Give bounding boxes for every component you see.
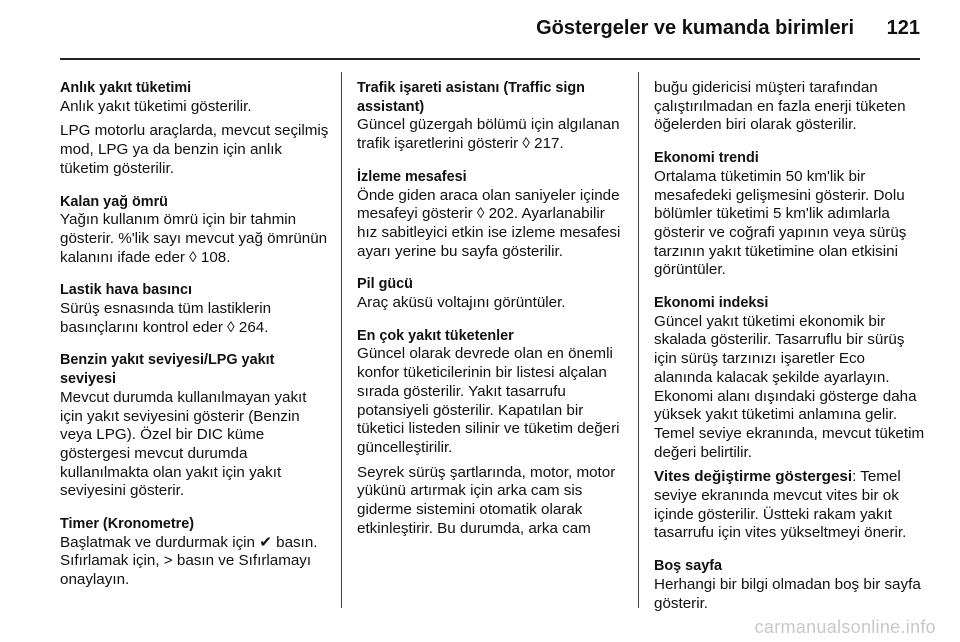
section-heading: Boş sayfa (654, 558, 722, 575)
section-timer (60, 515, 330, 590)
section-instant-fuel (60, 79, 330, 179)
paragraph: Güncel güzergah bölümü için algılanan trafik işaretlerini gösterir ◊ 217. (357, 116, 620, 153)
paragraph: Güncel olarak devrede olan en önemli konfor tüketicilerinin bir listesi alçalan sırada gösterilir. Yakıt tasarrufu potansiyeli gösterilir. Kapatılan bir tüketici listeden silinir ve tüketim değeri güncelleştirilir. (357, 345, 620, 456)
section-heading: Kalan yağ ömrü (60, 193, 168, 210)
section-heading: İzleme mesafesi (357, 168, 467, 185)
inline-text: : Temel seviye ekranında mevcut vites bir ok içinde gösterilir. Üstteki rakam yakıt tasarrufu için vites yükseltmeyi önerir. (654, 468, 907, 542)
inline-bold-term: Vites değiştirme göstergesi (654, 468, 853, 486)
section-heading: Timer (Kronometre) (60, 516, 195, 533)
paragraph: Önde giden araca olan saniyeler içinde mesafeyi gösterir ◊ 202. Ayarlanabilir hız sabitleyici etkin ise izleme mesafesi ayarı yerine bu sayfa gösterilir. (357, 186, 621, 260)
column-3 (654, 79, 926, 627)
paragraph: Güncel yakıt tüketimi ekonomik bir skalada gösterilir. Tasarruflu bir sürüş için sürüş tarzınızı işaretler Eco alanında kalacak şekilde ayarlayın. Ekonomi alanı dışındaki gösterge daha yüksek yakıt tüketimi anlamına gelir. Temel seviye ekranında, mevcut tüketim değeri belirtilir. (654, 312, 925, 461)
page-number: 121 (886, 17, 920, 39)
column-divider-1 (341, 72, 342, 608)
section-continued (654, 79, 926, 135)
section-heading: Benzin yakıt seviyesi/LPG yakıt seviyesi (60, 352, 275, 388)
watermark: carmanualsonline.info (754, 617, 936, 637)
paragraph: Mevcut durumda kullanılmayan yakıt için yakıt seviyesini gösterir (Benzin veya LPG). Özel bir DIC küme göstergesi mevcut durumda kullanılmakta olan yakıt için yakıt seviyesini gösterir. (60, 388, 307, 500)
section-heading: En çok yakıt tüketenler (357, 327, 514, 344)
paragraph: Sürüş esnasında tüm lastiklerin basınçlarını kontrol eder ◊ 264. (60, 300, 272, 336)
section-battery (357, 275, 629, 312)
section-heading: Trafik işareti asistanı (Traffic sign assistant) (357, 80, 585, 115)
section-fuel-level (60, 351, 330, 501)
paragraph: Başlatmak ve durdurmak için ✔ basın. Sıfırlamak için, > basın ve Sıfırlamayı onaylayın. (60, 533, 318, 589)
section-top-consumers (357, 327, 629, 539)
header-divider (60, 58, 920, 60)
section-heading: Ekonomi trendi (654, 150, 759, 167)
paragraph (654, 468, 926, 543)
page-title: Göstergeler ve kumanda birimleri (536, 17, 854, 39)
column-divider-2 (638, 72, 639, 608)
paragraph: Seyrek sürüş şartlarında, motor, motor yükünü artırmak için arka cam sis giderme sistemini otomatik olarak etkinleştirir. Bu durumda, arka cam (357, 463, 616, 537)
page-header (60, 0, 920, 60)
section-oil-life (60, 193, 330, 268)
paragraph: LPG motorlu araçlarda, mevcut seçilmiş mod, LPG ya da benzin için anlık tüketim gösterilir. (60, 122, 329, 177)
section-traffic-sign (357, 79, 629, 154)
column-2 (357, 79, 629, 552)
section-heading: Ekonomi indeksi (654, 295, 769, 312)
section-blank-page (654, 557, 926, 613)
paragraph: Ortalama tüketimin 50 km'lik bir mesafedeki gelişmesini gösterir. Dolu bölümler tüketimi 5 km'lik adımlarla gösterir ve coğrafi yapının veya sürüş tarzının yakıt tüketimine olan etkisini görüntüler. (654, 167, 907, 279)
column-1 (60, 79, 330, 604)
section-heading: Anlık yakıt tüketimi (60, 80, 192, 96)
paragraph: Araç aküsü voltajını görüntüler. (357, 294, 566, 312)
section-follow-distance (357, 168, 629, 262)
section-eco-trend (654, 149, 926, 280)
paragraph: Herhangi bir bilgi olmadan boş bir sayfa gösterir. (654, 575, 921, 612)
section-heading: Pil gücü (357, 276, 413, 293)
section-eco-index (654, 294, 926, 543)
paragraph: Yağın kullanım ömrü için bir tahmin gösterir. %'lik sayı mevcut yağ ömrünün kalanını ifade eder ◊ 108. (60, 211, 328, 266)
section-tire-pressure (60, 281, 330, 337)
section-heading: Lastik hava basıncı (60, 282, 192, 299)
paragraph: Anlık yakıt tüketimi gösterilir. (60, 97, 252, 115)
paragraph: buğu gidericisi müşteri tarafından çalıştırılmadan en fazla enerji tüketen öğelerden biri olarak gösterilir. (654, 79, 906, 134)
